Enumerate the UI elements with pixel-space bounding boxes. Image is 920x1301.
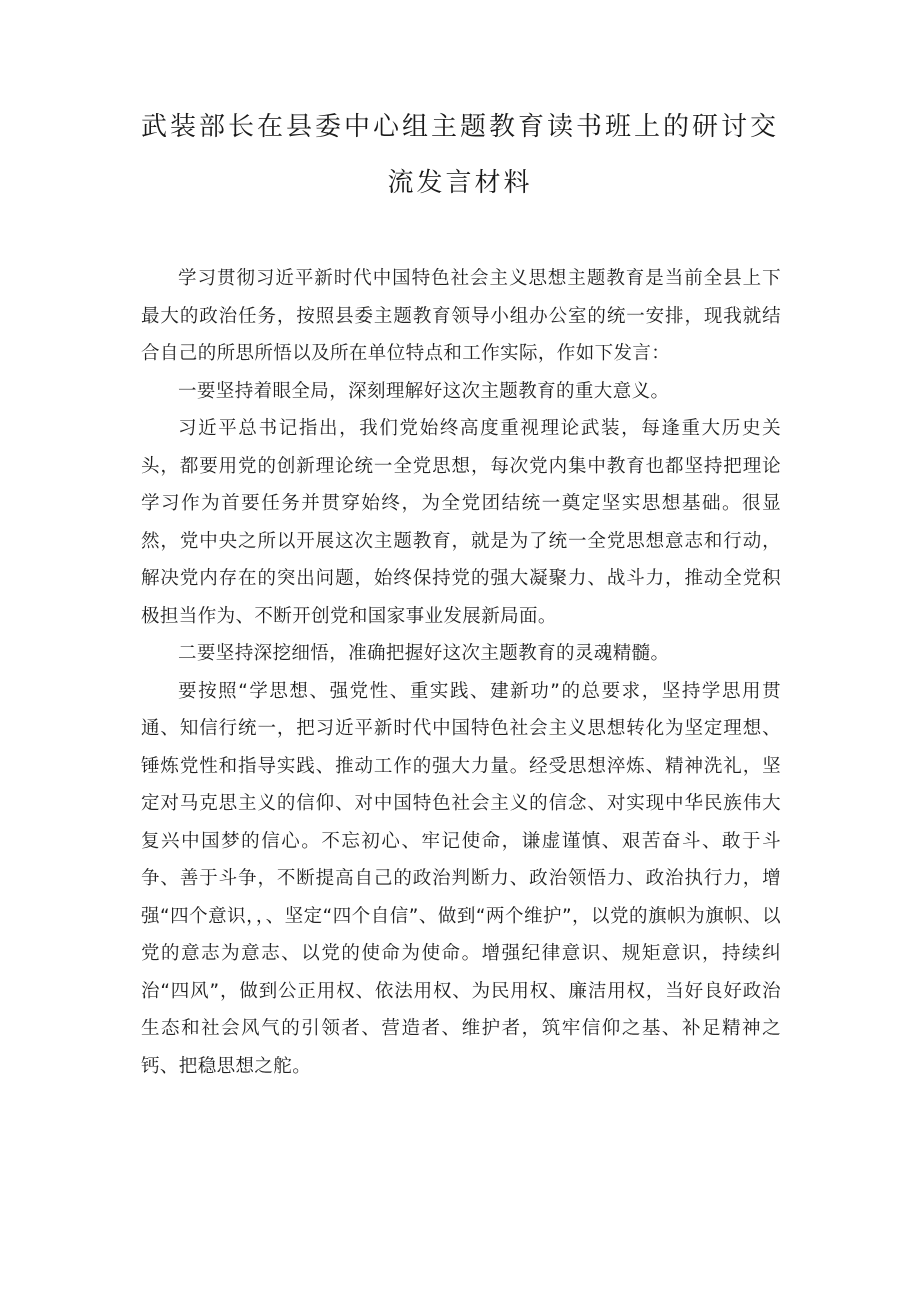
document-title-line-1: 武装部长在县委中心组主题教育读书班上的研讨交 <box>140 112 779 142</box>
paragraph-heading-2: 二要坚持深挖细悟，准确把握好这次主题教育的灵魂精髓。 <box>178 643 670 664</box>
paragraph-heading-1: 一要坚持着眼全局，深刻理解好这次主题教育的重大意义。 <box>178 380 670 402</box>
document-body <box>141 260 781 1085</box>
paragraph-intro: 学习贯彻习近平新时代中国特色社会主义思想主题教育是当前全县上下最大的政治任务，按照县委主题教育领导小组办公室的统一安排，现我就结合自己的所思所悟以及所在单位特点和工作实际，作如下发言： <box>141 268 781 364</box>
paragraph-body-1: 习近平总书记指出，我们党始终高度重视理论武装，每逢重大历史关头，都要用党的创新理论统一全党思想，每次党内集中教育也都坚持把理论学习作为首要任务并贯穿始终，为全党团结统一奠定坚实思想基础。很显然，党中央之所以开展这次主题教育，就是为了统一全党思想意志和行动，解决党内存在的突出问题，始终保持党的强大凝聚力、战斗力，推动全党积极担当作为、不断开创党和国家事业发展新局面。 <box>141 418 781 627</box>
document-title-line-2: 流发言材料 <box>387 168 533 198</box>
paragraph-body-2: 要按照“学思想、强党性、重实践、建新功”的总要求，坚持学思用贯通、知信行统一，把习近平新时代中国特色社会主义思想转化为坚定理想、锤炼党性和指导实践、推动工作的强大力量。经受思想淬炼、精神洗礼，坚定对马克思主义的信仰、对中国特色社会主义的信念、对实现中华民族伟大复兴中国梦的信心。不忘初心、牢记使命，谦虚谨慎、艰苦奋斗、敢于斗争、善于斗争，不断提高自己的政治判断力、政治领悟力、政治执行力，增强“四个意识，，、坚定“四个自信”、做到“两个维护”，以党的旗帜为旗帜、以党的意志为意志、以党的使命为使命。增强纪律意识、规矩意识，持续纠治“四风”，做到公正用权、依法用权、为民用权、廉洁用权，当好良好政治生态和社会风气的引领者、营造者、维护者，筑牢信仰之基、补足精神之钙、把稳思想之舵。 <box>141 680 781 1077</box>
